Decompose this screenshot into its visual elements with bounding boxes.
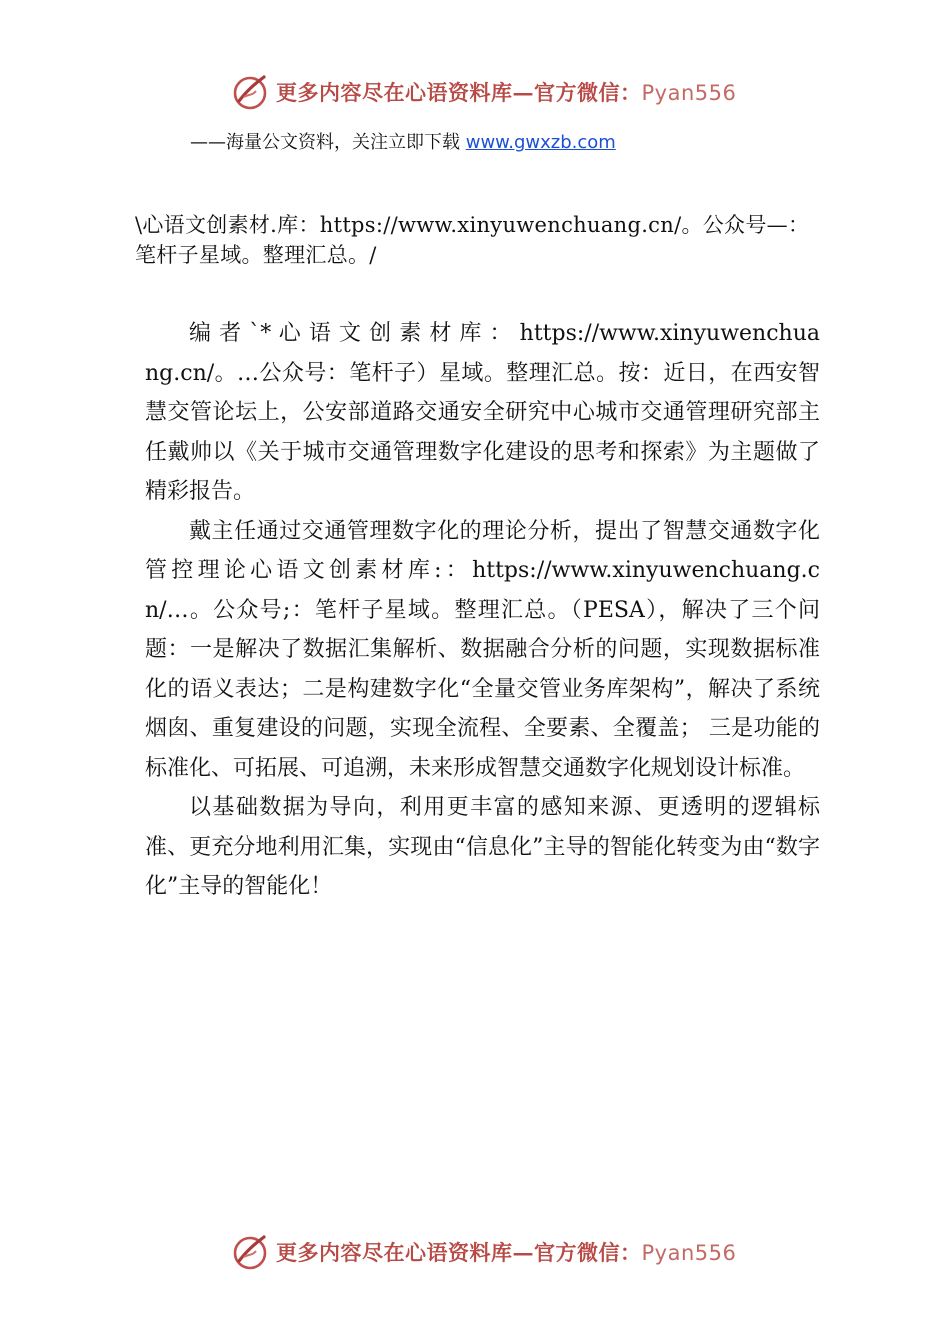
paragraph: 戴主任通过交通管理数字化的理论分析，提出了智慧交通数字化管控理论心语文创素材库:：https://www.xinyuwenchuang.cn/…。公众号;：笔杆子星域。整理汇总。（PESA），解决了三个问题：一是解决了数据汇集解析、数据融合分析的问题，实现数据标准化的语义表达；二是构建数字化“全量交管业务库架构”，解决了系统烟囱、重复建设的问题，实现全流程、全要素、全覆盖； 三是功能的标准化、可拓展、可追溯，未来形成智慧交通数字化规划设计标准。: [145, 518, 820, 781]
download-link[interactable]: www.gwxzb.com: [465, 132, 616, 153]
subline: [190, 128, 616, 154]
brush-seal-logo-icon: [230, 72, 270, 112]
source-line: \心语文创素材.库：https://www.xinyuwenchuang.cn/。公众号—：笔杆子星域。整理汇总。/: [135, 213, 810, 267]
paragraph: 编 者 `* 心 语 文 创 素 材 库 ： https://www.xinyuwenchuang.cn/。…公众号：笔杆子）星域。整理汇总。按：近日，在西安智慧交管论坛上，公安部道路交通安全研究中心城市交通管理研究部主任戴帅以《关于城市交通管理数字化建设的思考和探索》为主题做了精彩报告。: [145, 321, 820, 504]
paragraph: 以基础数据为导向，利用更丰富的感知来源、更透明的逻辑标准、更充分地利用汇集，实现由“信息化”主导的智能化转变为由“数字化”主导的智能化！: [145, 795, 820, 899]
footer-banner: [230, 1230, 750, 1274]
article-body: [145, 314, 820, 907]
header-banner: [230, 70, 750, 114]
banner-wechat-handle: Pyan556: [641, 1241, 737, 1265]
subline-text: ——海量公文资料，关注立即下载: [190, 132, 466, 153]
banner-text: 更多内容尽在心语资料库—官方微信：: [276, 1240, 642, 1265]
brush-seal-logo-icon: [230, 1232, 270, 1272]
banner-wechat-handle: Pyan556: [641, 81, 737, 105]
banner-text: 更多内容尽在心语资料库—官方微信：: [276, 80, 642, 105]
